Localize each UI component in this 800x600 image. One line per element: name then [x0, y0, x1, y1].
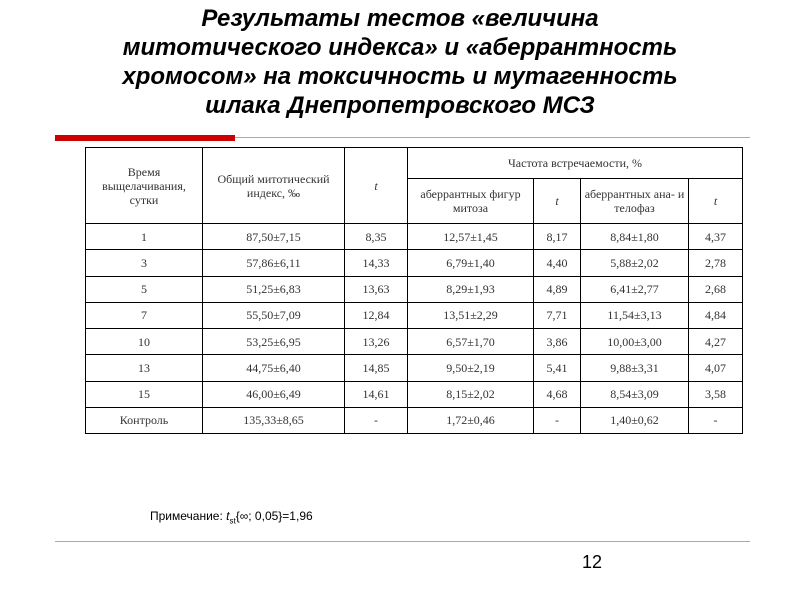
- table-row: [86, 224, 743, 250]
- table-row: [86, 302, 743, 328]
- cell-t: 14,33: [345, 250, 408, 276]
- cell-mitotic-index: 55,50±7,09: [203, 302, 345, 328]
- cell-mitotic-index: 57,86±6,11: [203, 250, 345, 276]
- cell-time: 10: [86, 329, 203, 355]
- cell-t: 4,07: [689, 355, 743, 381]
- title-divider: [235, 137, 750, 138]
- page-number: 12: [582, 552, 603, 572]
- footer-divider: [55, 541, 750, 542]
- table-row: [86, 355, 743, 381]
- cell-aberrant-mitosis: 12,57±1,45: [408, 224, 534, 250]
- cell-t: 8,17: [534, 224, 581, 250]
- cell-time: 1: [86, 224, 203, 250]
- header-time: Время выщелачивания, сутки: [86, 148, 203, 224]
- cell-t: 3,86: [534, 329, 581, 355]
- header-t: t: [345, 148, 408, 224]
- footnote-prefix: Примечание:: [150, 509, 227, 523]
- cell-t: 7,71: [534, 302, 581, 328]
- cell-time: 15: [86, 381, 203, 407]
- cell-t: 4,40: [534, 250, 581, 276]
- footnote-value: {∞; 0,05}=1,96: [235, 509, 313, 523]
- cell-mitotic-index: 46,00±6,49: [203, 381, 345, 407]
- cell-t: 5,41: [534, 355, 581, 381]
- cell-t: 8,35: [345, 224, 408, 250]
- header-t: t: [534, 179, 581, 224]
- cell-t: 2,68: [689, 276, 743, 302]
- footnote: [150, 509, 313, 525]
- cell-aberrant-ana-telo: 11,54±3,13: [581, 302, 689, 328]
- cell-time: 7: [86, 302, 203, 328]
- cell-t: 12,84: [345, 302, 408, 328]
- footnote-t: t: [226, 509, 230, 523]
- header-row: [86, 148, 743, 179]
- cell-aberrant-mitosis: 9,50±2,19: [408, 355, 534, 381]
- cell-mitotic-index: 53,25±6,95: [203, 329, 345, 355]
- cell-aberrant-ana-telo: 9,88±3,31: [581, 355, 689, 381]
- table-row: [86, 250, 743, 276]
- cell-mitotic-index: 87,50±7,15: [203, 224, 345, 250]
- cell-t: -: [689, 407, 743, 433]
- header-frequency: Частота встречаемости, %: [408, 148, 743, 179]
- cell-aberrant-mitosis: 8,15±2,02: [408, 381, 534, 407]
- cell-t: 13,26: [345, 329, 408, 355]
- cell-t: 2,78: [689, 250, 743, 276]
- table-row: [86, 407, 743, 433]
- cell-aberrant-ana-telo: 10,00±3,00: [581, 329, 689, 355]
- cell-aberrant-mitosis: 6,57±1,70: [408, 329, 534, 355]
- footnote-subscript: st: [229, 516, 236, 526]
- cell-time: 5: [86, 276, 203, 302]
- header-aberrant-ana-telo: аберрантных ана- и телофаз: [581, 179, 689, 224]
- cell-aberrant-mitosis: 8,29±1,93: [408, 276, 534, 302]
- cell-aberrant-ana-telo: 8,54±3,09: [581, 381, 689, 407]
- cell-t: 3,58: [689, 381, 743, 407]
- cell-t: 4,68: [534, 381, 581, 407]
- cell-t: -: [345, 407, 408, 433]
- title-line: митотического индекса» и «аберрантность: [122, 34, 678, 61]
- cell-t: 4,89: [534, 276, 581, 302]
- header-t: t: [689, 179, 743, 224]
- cell-t: 14,85: [345, 355, 408, 381]
- cell-t: 4,37: [689, 224, 743, 250]
- cell-aberrant-ana-telo: 5,88±2,02: [581, 250, 689, 276]
- cell-mitotic-index: 135,33±8,65: [203, 407, 345, 433]
- title-line: хромосом» на токсичность и мутагенность: [122, 63, 678, 90]
- cell-mitotic-index: 51,25±6,83: [203, 276, 345, 302]
- accent-bar: [55, 135, 235, 141]
- cell-t: 13,63: [345, 276, 408, 302]
- cell-aberrant-ana-telo: 8,84±1,80: [581, 224, 689, 250]
- cell-aberrant-mitosis: 13,51±2,29: [408, 302, 534, 328]
- title-line: шлака Днепропетровского МСЗ: [205, 92, 595, 119]
- cell-time: 3: [86, 250, 203, 276]
- table-row: [86, 329, 743, 355]
- cell-t: 4,84: [689, 302, 743, 328]
- cell-t: -: [534, 407, 581, 433]
- header-aberrant-mitosis: аберрантных фигур митоза: [408, 179, 534, 224]
- table-row: [86, 276, 743, 302]
- title-line: Результаты тестов «величина: [201, 5, 599, 32]
- table-row: [86, 381, 743, 407]
- results-table: [85, 147, 743, 434]
- cell-aberrant-mitosis: 6,79±1,40: [408, 250, 534, 276]
- cell-t: 4,27: [689, 329, 743, 355]
- cell-mitotic-index: 44,75±6,40: [203, 355, 345, 381]
- slide-title: [40, 4, 760, 120]
- cell-aberrant-ana-telo: 1,40±0,62: [581, 407, 689, 433]
- header-mitotic-index: Общий митотический индекс, ‰: [203, 148, 345, 224]
- cell-time: Контроль: [86, 407, 203, 433]
- cell-aberrant-ana-telo: 6,41±2,77: [581, 276, 689, 302]
- cell-t: 14,61: [345, 381, 408, 407]
- cell-time: 13: [86, 355, 203, 381]
- cell-aberrant-mitosis: 1,72±0,46: [408, 407, 534, 433]
